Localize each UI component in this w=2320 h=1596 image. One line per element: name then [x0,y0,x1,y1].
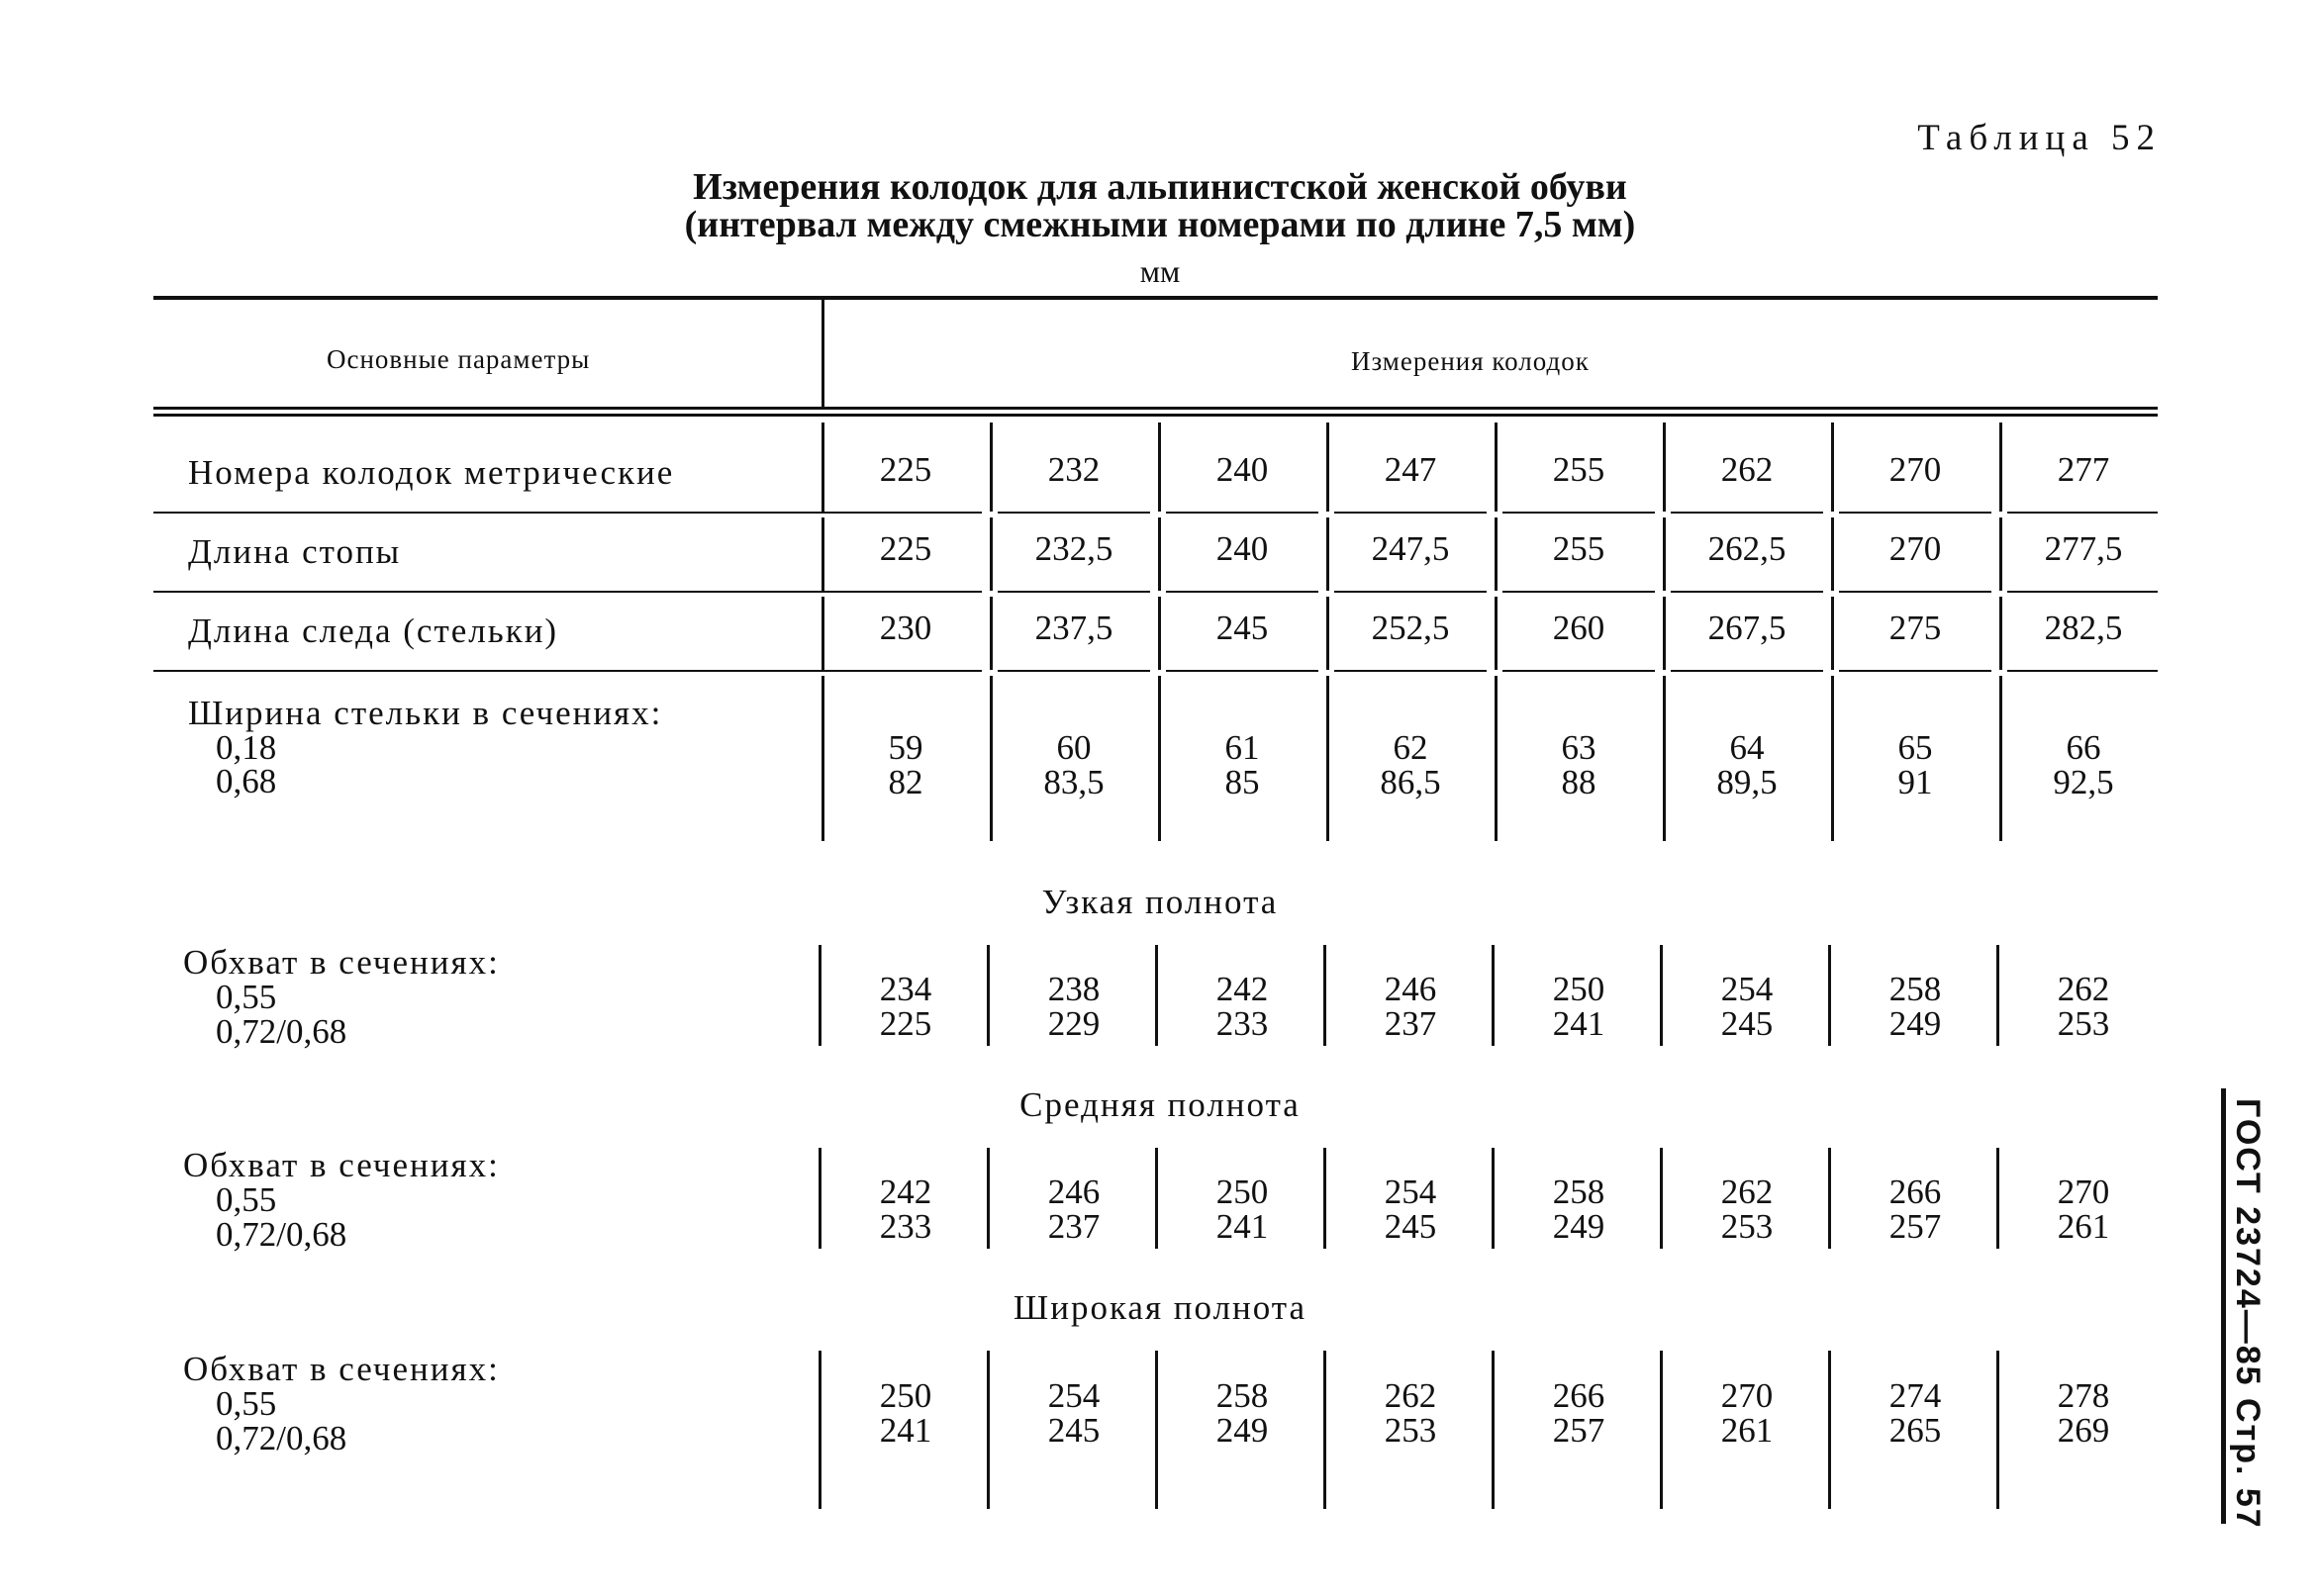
table-cell [1663,972,1831,1041]
value-upper: 254 [1384,1173,1437,1211]
value-upper: 262 [1384,1376,1437,1415]
value-lower: 265 [1888,1411,1942,1450]
row-rule [1671,591,1823,593]
row-rule [153,670,982,672]
value-lower: 86,5 [1380,763,1441,801]
value-lower: 261 [2057,1207,2110,1246]
row-rule [1166,591,1318,593]
column-divider [1495,676,1498,841]
value-upper: 274 [1888,1376,1942,1415]
column-divider [819,945,822,1046]
column-divider [1999,597,2002,670]
value-upper: 250 [1552,970,1605,1008]
column-divider [1326,676,1329,841]
column-divider [1660,1148,1663,1249]
value-lower: 91 [1897,763,1933,801]
row-label: Длина следа (стельки) [188,611,559,650]
table-cell [1663,730,1831,799]
section-coef-2: 0,72/0,68 [216,1215,347,1254]
column-divider [1660,1351,1663,1509]
table-cell [1999,1378,2168,1448]
table-cell [1495,730,1663,799]
table-cell: 270 [1888,450,1942,489]
table-cell: 255 [1552,529,1605,568]
column-divider [990,676,993,841]
column-divider [987,1351,990,1509]
value-upper: 254 [1047,1376,1101,1415]
section-coef-2: 0,72/0,68 [216,1012,347,1051]
value-lower: 241 [879,1411,932,1450]
table-cell [822,1174,990,1244]
column-divider [1663,422,1666,512]
table-cell: 267,5 [1707,609,1787,647]
column-divider [1158,676,1161,841]
row-label: Длина стопы [188,532,402,571]
value-upper: 266 [1552,1376,1605,1415]
section-coef-1: 0,55 [216,978,277,1016]
table-cell [1495,1378,1663,1448]
value-lower: 89,5 [1716,763,1778,801]
row-rule [1839,512,1991,514]
column-divider [1660,945,1663,1046]
table-cell: 252,5 [1371,609,1450,647]
value-upper: 242 [879,1173,932,1211]
value-lower: 92,5 [2053,763,2114,801]
column-divider [1828,1351,1831,1509]
table-cell: 225 [879,529,932,568]
value-upper: 258 [1215,1376,1269,1415]
unit-label: мм [1139,253,1181,289]
section-coef-1: 0,55 [216,1384,277,1423]
value-upper: 254 [1720,970,1774,1008]
value-lower: 257 [1888,1207,1942,1246]
table-cell [1158,972,1326,1041]
value-upper: 250 [1215,1173,1269,1211]
column-divider [822,597,824,670]
row-rule [1502,670,1655,672]
column-divider [1495,422,1498,512]
column-divider [1492,945,1495,1046]
value-upper: 246 [1047,1173,1101,1211]
column-divider [1158,597,1161,670]
value-lower: 249 [1552,1207,1605,1246]
value-upper: 62 [1393,728,1428,767]
row-rule [1334,670,1487,672]
column-divider [1663,517,1666,591]
section-label: Обхват в сечениях: [183,943,500,982]
row-rule [998,512,1150,514]
value-upper: 242 [1215,970,1269,1008]
table-cell [1158,730,1326,799]
value-upper: 266 [1888,1173,1942,1211]
value-upper: 262 [1720,1173,1774,1211]
column-divider [990,597,993,670]
table-cell [1831,730,1999,799]
table-cell: 277,5 [2044,529,2123,568]
column-divider [1831,597,1834,670]
value-upper: 234 [879,970,932,1008]
table-cell [1831,1378,1999,1448]
table-cell [822,972,990,1041]
table-cell: 232,5 [1034,529,1113,568]
column-divider [1326,517,1329,591]
table-cell [1999,730,2168,799]
row-rule [1334,512,1487,514]
column-divider [1996,945,1999,1046]
row-rule [2007,591,2158,593]
column-divider [1155,945,1158,1046]
table-cell [1495,1174,1663,1244]
table-title: Измерения колодок для альпинистской женской обуви [693,166,1627,208]
table-cell [1326,1378,1495,1448]
column-divider [987,1148,990,1249]
value-lower: 85 [1224,763,1260,801]
table-cell: 245 [1215,609,1269,647]
value-lower: 245 [1047,1411,1101,1450]
row-rule [1166,670,1318,672]
table-cell: 240 [1215,450,1269,489]
value-upper: 262 [2057,970,2110,1008]
value-lower: 237 [1047,1207,1101,1246]
column-divider [1158,517,1161,591]
gost-page-label: ГОСТ 23724—85 Стр. 57 [2229,1098,2267,1530]
table-cell: 260 [1552,609,1605,647]
section-coef-1: 0,55 [216,1180,277,1219]
table-cell: 262,5 [1707,529,1787,568]
value-lower: 229 [1047,1004,1101,1043]
column-header-measurements: Измерения колодок [1351,346,1590,376]
row-rule [1671,512,1823,514]
value-lower: 233 [1215,1004,1269,1043]
table-cell: 270 [1888,529,1942,568]
value-upper: 66 [2066,728,2101,767]
row-rule [1839,591,1991,593]
column-divider [1996,1148,1999,1249]
row-rule [1166,512,1318,514]
row-rule [2007,670,2158,672]
column-divider [1828,945,1831,1046]
value-upper: 270 [1720,1376,1774,1415]
column-divider [1996,1351,1999,1509]
section-label: Обхват в сечениях: [183,1146,500,1184]
table-cell [1831,1174,1999,1244]
section-coef-1: 0,18 [216,728,277,767]
column-divider [1492,1148,1495,1249]
table-cell [1663,1174,1831,1244]
table-cell: 237,5 [1034,609,1113,647]
row-label: Номера колодок метрические [188,453,675,492]
row-rule [1671,670,1823,672]
column-divider [1831,422,1834,512]
table-cell: 275 [1888,609,1942,647]
table-cell: 225 [879,450,932,489]
column-divider [1495,517,1498,591]
table-cell [990,1174,1158,1244]
value-upper: 61 [1224,728,1260,767]
table-cell [990,1378,1158,1448]
header-rule-1 [153,407,2158,410]
value-upper: 270 [2057,1173,2110,1211]
column-divider [822,676,824,841]
table-cell: 255 [1552,450,1605,489]
table-cell [822,1378,990,1448]
value-lower: 88 [1561,763,1596,801]
top-rule [153,296,2158,300]
table-cell: 240 [1215,529,1269,568]
value-upper: 246 [1384,970,1437,1008]
row-rule [153,512,982,514]
row-rule [1839,670,1991,672]
table-cell: 230 [879,609,932,647]
table-cell: 282,5 [2044,609,2123,647]
value-upper: 64 [1729,728,1765,767]
row-rule [2007,512,2158,514]
section-label: Обхват в сечениях: [183,1350,500,1388]
value-lower: 225 [879,1004,932,1043]
value-lower: 249 [1888,1004,1942,1043]
column-divider [822,517,824,591]
table-cell [1326,1174,1495,1244]
column-divider [987,945,990,1046]
table-cell: 277 [2057,450,2110,489]
value-lower: 257 [1552,1411,1605,1450]
value-upper: 278 [2057,1376,2110,1415]
value-lower: 249 [1215,1411,1269,1450]
value-upper: 258 [1552,1173,1605,1211]
row-rule [998,591,1150,593]
value-lower: 245 [1720,1004,1774,1043]
column-divider [1828,1148,1831,1249]
value-upper: 60 [1056,728,1092,767]
header-divider [822,300,824,407]
column-divider [1495,597,1498,670]
value-lower: 253 [1720,1207,1774,1246]
value-lower: 261 [1720,1411,1774,1450]
column-divider [990,422,993,512]
table-number: Таблица 52 [1917,118,2162,158]
side-bar [2221,1088,2226,1524]
value-upper: 238 [1047,970,1101,1008]
column-divider [1323,945,1326,1046]
header-rule-2 [153,414,2158,417]
table-cell [1999,972,2168,1041]
column-divider [1999,676,2002,841]
column-divider [819,1148,822,1249]
column-divider [1492,1351,1495,1509]
table-cell [1495,972,1663,1041]
section-title: Широкая полнота [1013,1288,1307,1327]
table-cell [1158,1378,1326,1448]
value-upper: 258 [1888,970,1942,1008]
table-cell [822,730,990,799]
table-cell [1831,972,1999,1041]
column-divider [1158,422,1161,512]
column-divider [1999,517,2002,591]
value-lower: 253 [2057,1004,2110,1043]
table-cell [1326,730,1495,799]
table-cell: 262 [1720,450,1774,489]
insole-width-label: Ширина стельки в сечениях: [188,694,663,732]
column-divider [1323,1148,1326,1249]
value-upper: 63 [1561,728,1596,767]
value-lower: 269 [2057,1411,2110,1450]
table-cell: 247 [1384,450,1437,489]
value-lower: 245 [1384,1207,1437,1246]
table-cell [1663,1378,1831,1448]
table-cell: 247,5 [1371,529,1450,568]
value-upper: 250 [879,1376,932,1415]
value-lower: 253 [1384,1411,1437,1450]
table-cell [1326,972,1495,1041]
value-lower: 237 [1384,1004,1437,1043]
table-cell [990,730,1158,799]
value-upper: 65 [1897,728,1933,767]
column-divider [1323,1351,1326,1509]
section-coef-2: 0,68 [216,762,277,800]
column-divider [819,1351,822,1509]
column-header-params: Основные параметры [327,344,591,374]
column-divider [1326,597,1329,670]
value-lower: 241 [1215,1207,1269,1246]
section-title: Узкая полнота [1041,883,1279,921]
table-cell [1999,1174,2168,1244]
value-lower: 82 [888,763,923,801]
table-cell: 232 [1047,450,1101,489]
column-divider [1155,1351,1158,1509]
column-divider [1326,422,1329,512]
table-cell [990,972,1158,1041]
value-lower: 233 [879,1207,932,1246]
column-divider [1831,676,1834,841]
row-rule [998,670,1150,672]
table-cell [1158,1174,1326,1244]
row-rule [1502,512,1655,514]
column-divider [1155,1148,1158,1249]
row-rule [1334,591,1487,593]
table-subtitle: (интервал между смежными номерами по длине 7,5 мм) [684,204,1636,245]
row-rule [1502,591,1655,593]
column-divider [822,422,824,512]
section-coef-2: 0,72/0,68 [216,1419,347,1457]
column-divider [1663,676,1666,841]
value-lower: 241 [1552,1004,1605,1043]
value-lower: 83,5 [1043,763,1105,801]
column-divider [990,517,993,591]
row-rule [153,591,982,593]
value-upper: 59 [888,728,923,767]
column-divider [1831,517,1834,591]
column-divider [1999,422,2002,512]
column-divider [1663,597,1666,670]
section-title: Средняя полнота [1019,1085,1301,1124]
